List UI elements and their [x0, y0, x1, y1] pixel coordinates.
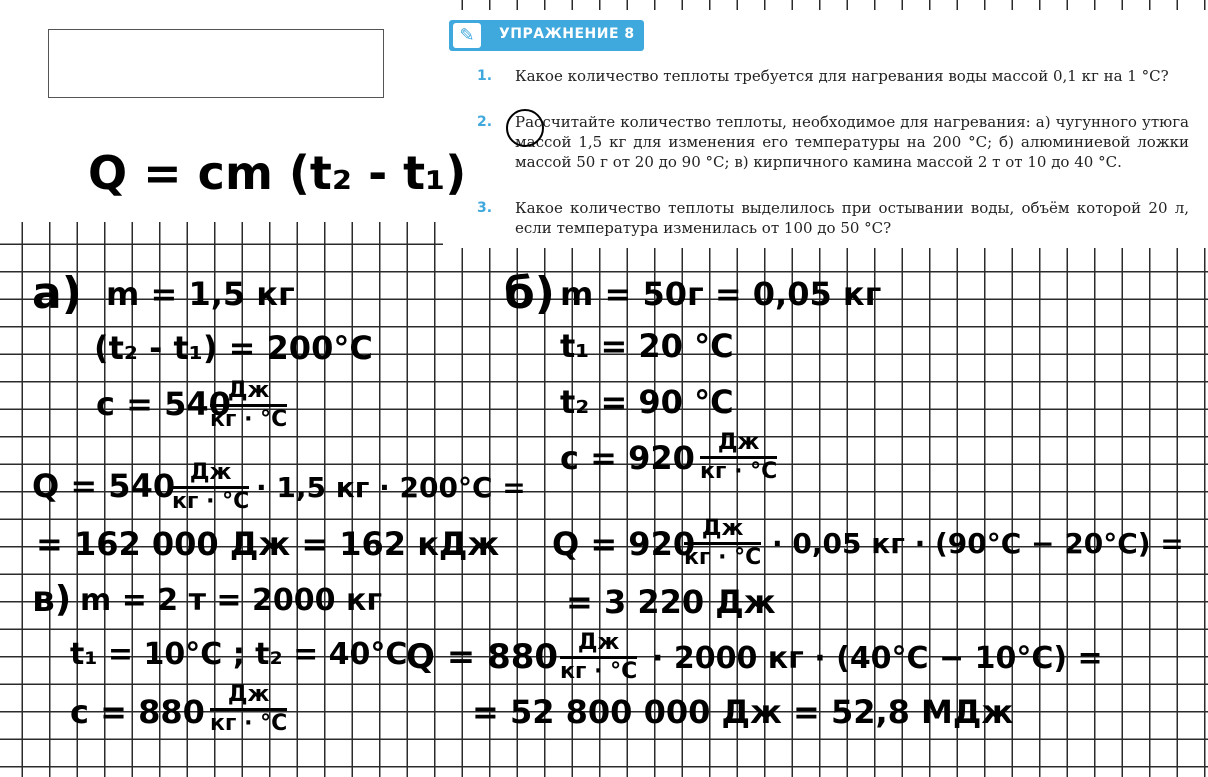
unit-denominator: кг · °C [172, 489, 250, 514]
task-2-circle-mark [506, 109, 544, 147]
part-a-c-unit [210, 380, 287, 431]
task-text: Рассчитайте количество теплоты, необходимое для нагревания: а) чугунного утюга массой 1,5 кг для изменения его температуры на 200 °С; б) алюминиевой ложки массой 50 г от 20 до 90 °С; в) кирпичного камина массой 2 т от 10 до 40 °С. [515, 113, 1189, 171]
part-b-result: = 3 220 Дж [566, 583, 776, 621]
part-b-q: Q = 920 [552, 525, 696, 563]
part-c-temps: t₁ = 10°C ; t₂ = 40°C [70, 637, 408, 672]
task-2 [477, 112, 1189, 172]
part-b-label: б) [504, 268, 555, 319]
part-a-mass: m = 1,5 кг [106, 275, 295, 313]
part-c-c: c = 880 [70, 693, 205, 731]
part-a-c: c = 540 [96, 385, 231, 423]
empty-frame [48, 29, 384, 98]
unit-denominator: кг · °C [210, 711, 288, 736]
unit-denominator: кг · °C [700, 459, 778, 484]
part-c-mass: m = 2 т = 2000 кг [80, 583, 382, 618]
part-b-t2: t₂ = 90 °C [560, 383, 734, 421]
general-formula: Q = cm (t₂ - t₁) [88, 146, 467, 200]
task-number: 2. [477, 114, 493, 130]
task-text: Какое количество теплоты требуется для нагревания воды массой 0,1 кг на 1 °С? [515, 67, 1169, 85]
part-b-q-rest: · 0,05 кг · (90°C − 20°C) = [772, 527, 1184, 560]
unit-numerator: Дж [172, 462, 249, 489]
part-c-result: = 52 800 000 Дж = 52,8 МДж [472, 693, 1014, 731]
part-a-label: a) [32, 268, 82, 319]
part-a-q-unit [172, 462, 249, 513]
task-number: 3. [477, 200, 493, 216]
unit-denominator: кг · °C [684, 545, 762, 570]
part-c-q: Q = 880 [406, 637, 559, 677]
part-b-mass: m = 50г = 0,05 кг [560, 275, 882, 313]
part-a-q-rest: · 1,5 кг · 200°C = [256, 471, 526, 504]
task-text: Какое количество теплоты выделилось при остывании воды, объём которой 20 л, если температура изменилась от 100 до 50 °С? [515, 199, 1189, 237]
pencil-icon: ✎ [453, 23, 481, 48]
part-a-q: Q = 540 [32, 467, 176, 505]
part-a-result: = 162 000 Дж = 162 кДж [36, 525, 500, 563]
part-c-label: в) [32, 579, 72, 620]
textbook-excerpt [443, 10, 1208, 248]
unit-denominator: кг · °C [210, 407, 288, 432]
part-b-t1: t₁ = 20 °C [560, 327, 734, 365]
task-number: 1. [477, 68, 493, 84]
part-c-q-unit [560, 632, 637, 683]
unit-numerator: Дж [700, 432, 777, 459]
part-a-delta-t: (t₂ - t₁) = 200°C [94, 329, 373, 367]
part-b-c: c = 920 [560, 439, 695, 477]
unit-numerator: Дж [684, 518, 761, 545]
unit-numerator: Дж [210, 684, 287, 711]
part-b-q-unit [684, 518, 761, 569]
part-b-c-unit [700, 432, 777, 483]
part-c-q-rest: · 2000 кг · (40°C − 10°C) = [652, 641, 1103, 676]
unit-denominator: кг · °C [560, 659, 638, 684]
exercise-title: УПРАЖНЕНИЕ 8 [499, 26, 635, 42]
task-1 [477, 66, 1189, 86]
unit-numerator: Дж [560, 632, 637, 659]
task-3 [477, 198, 1189, 238]
unit-numerator: Дж [210, 380, 287, 407]
part-c-c-unit [210, 684, 287, 735]
exercise-header [449, 20, 644, 51]
